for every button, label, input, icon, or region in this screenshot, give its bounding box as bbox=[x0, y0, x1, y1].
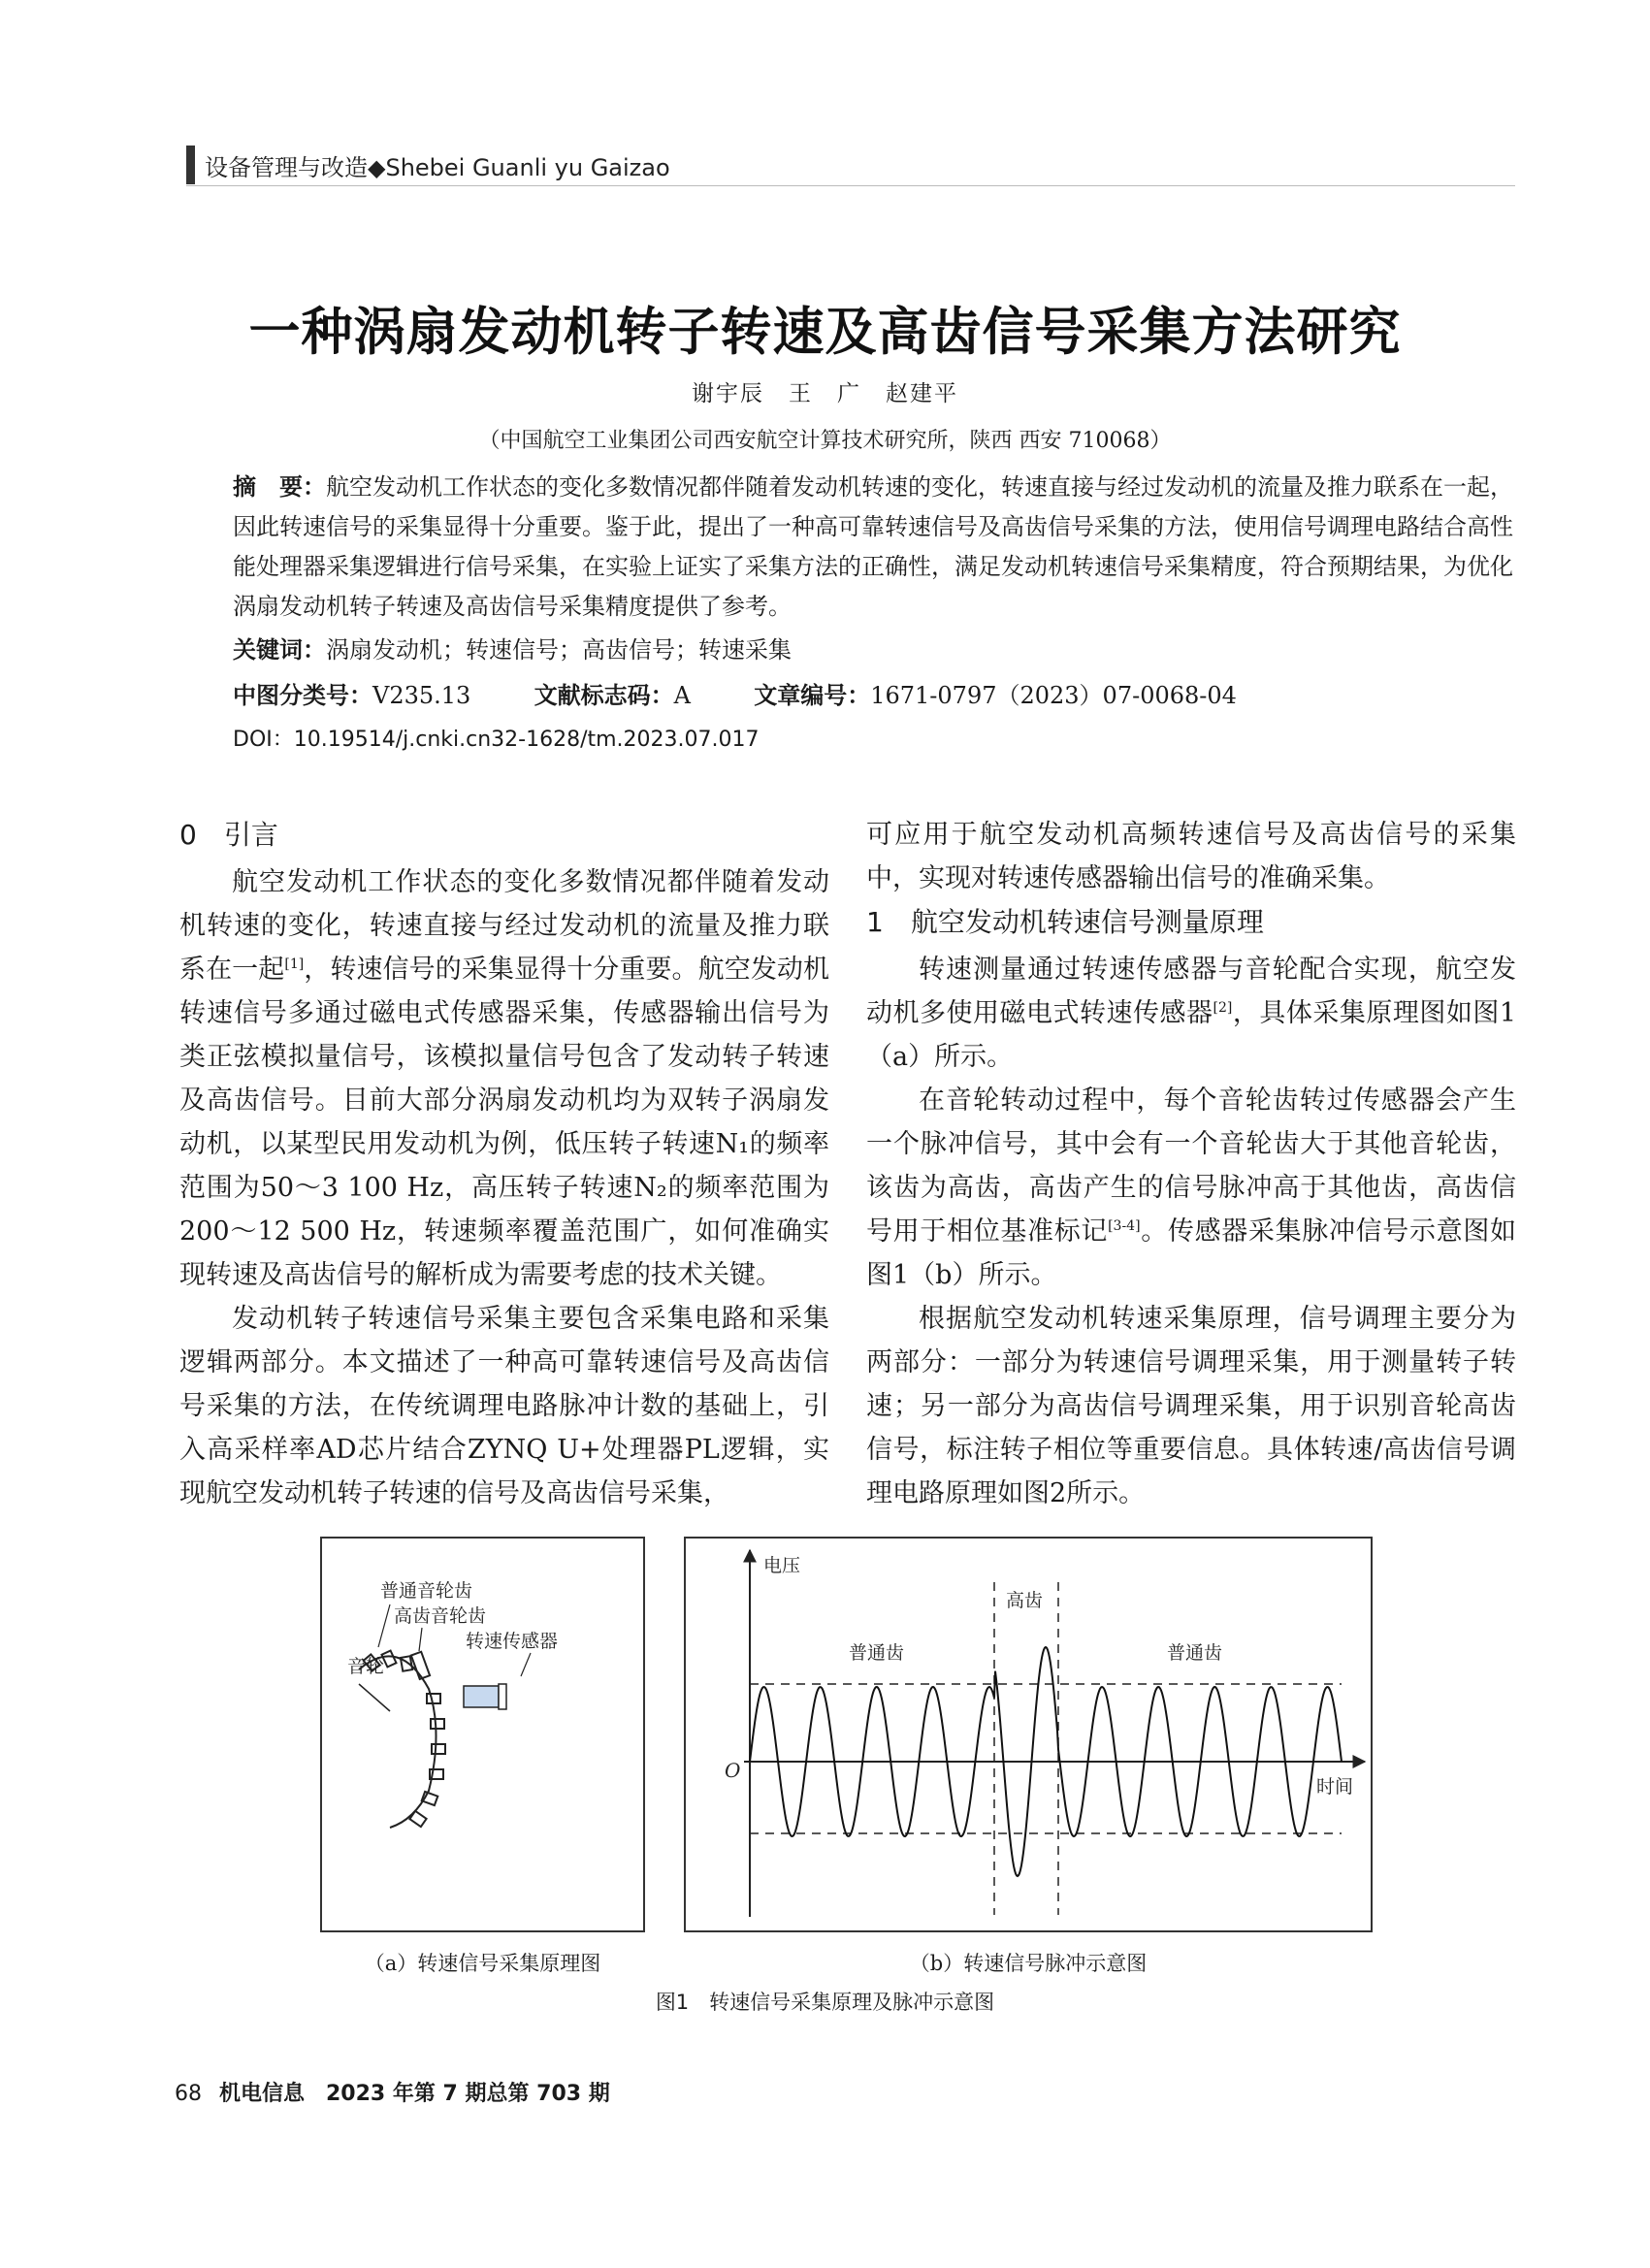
doc-code-label: 文献标志码： bbox=[534, 682, 674, 709]
label-tone-wheel: 音轮 bbox=[347, 1656, 385, 1677]
label-normal-teeth-left: 普通齿 bbox=[849, 1642, 905, 1664]
doi bbox=[233, 723, 760, 753]
section-1-number: 1 bbox=[866, 906, 884, 938]
page-number: 68 bbox=[175, 2082, 202, 2106]
label-time: 时间 bbox=[1316, 1776, 1354, 1798]
sec1-paragraph-3: 根据航空发动机转速采集原理，信号调理主要分为两部分：一部分为转速信号调理采集，用于测量转子转速；另一部分为高齿信号调理采集，用于识别音轮高齿信号，标注转子相位等重要信息。具体转速/高齿信号调理电路原理如图2所示。 bbox=[866, 1304, 1516, 1508]
affiliation: （中国航空工业集团公司西安航空计算技术研究所，陕西 西安 710068） bbox=[478, 429, 1172, 453]
clc-value: V235.13 bbox=[372, 682, 471, 709]
citation-3-4: [3-4] bbox=[1108, 1218, 1141, 1234]
label-origin: O bbox=[725, 1759, 741, 1782]
sec1-p2-text-a: 在音轮转动过程中，每个音轮齿转过传感器会产生一个脉冲信号，其中会有一个音轮齿大于其他音轮齿，该齿为高齿，高齿产生的信号脉冲高于其他齿，高齿信号用于相位基准标记 bbox=[866, 1085, 1516, 1247]
speed-sensor-cap bbox=[499, 1684, 506, 1709]
abstract-text: 航空发动机工作状态的变化多数情况都伴随着发动机转速的变化，转速直接与经过发动机的流量及推力联系在一起，因此转速信号的采集显得十分重要。鉴于此，提出了一种高可靠转速信号及高齿信号采集的方法，使用信号调理电路结合高性能处理器采集逻辑进行信号采集，在实验上证实了采集方法的正确性，满足发动机转速信号采集精度，符合预期结果，为优化涡扇发动机转子转速及高齿信号采集精度提供了参考。 bbox=[233, 473, 1513, 620]
wheel-pointer-line bbox=[359, 1684, 390, 1711]
doc-code-value: A bbox=[673, 682, 691, 709]
intro-p1-text-b: ，转速信号的采集显得十分重要。航空发动机转速信号多通过磁电式传感器采集，传感器输出信号为类正弦模拟量信号，该模拟量信号包含了发动转子转速及高齿信号。目前大部分涡扇发动机均为双转子涡扇发动机，以某型民用发动机为例，低压转子转速N₁的频率范围为50～3 100 Hz，高压转子转速N₂的频率范围为200～12 500 Hz，转速频率覆盖范围广，如何准确实现转速及高齿信号的解析成为需要考虑的技术关键。 bbox=[179, 955, 829, 1290]
section-1-title: 航空发动机转速信号测量原理 bbox=[910, 906, 1264, 938]
pulse-waveform-diagram bbox=[686, 1539, 1371, 1930]
right-column bbox=[866, 813, 1516, 1515]
header-rule bbox=[186, 185, 1515, 186]
label-high-tooth: 高齿音轮齿 bbox=[394, 1605, 487, 1627]
keywords-label: 关键词： bbox=[233, 636, 326, 664]
running-header bbox=[186, 146, 670, 184]
paper-title: 一种涡扇发动机转子转速及高齿信号采集方法研究 bbox=[248, 303, 1402, 362]
doi-value: 10.19514/j.cnki.cn32-1628/tm.2023.07.017 bbox=[293, 728, 760, 752]
tone-wheel-diagram bbox=[322, 1539, 643, 1930]
sec1-p1-text-b: ，具体采集原理图如图1（a）所示。 bbox=[866, 998, 1516, 1072]
label-high-tooth-pulse: 高齿 bbox=[1006, 1590, 1044, 1611]
page-footer bbox=[175, 2077, 610, 2107]
speed-sensor-body bbox=[464, 1686, 499, 1707]
doi-label: DOI： bbox=[233, 728, 294, 752]
clc-label: 中图分类号： bbox=[233, 682, 372, 709]
abstract bbox=[233, 468, 1513, 627]
figure-1b-panel bbox=[684, 1537, 1373, 1932]
sec1-paragraph-1 bbox=[866, 948, 1516, 1079]
high-tooth-leader bbox=[419, 1628, 422, 1651]
intro-continuation: 可应用于航空发动机高频转速信号及高齿信号的采集中，实现对转速传感器输出信号的准确采集。 bbox=[866, 820, 1516, 893]
intro-p1-text-a: 航空发动机工作状态的变化多数情况都伴随着发动机转速的变化，转速直接与经过发动机的流量及推力联系在一起 bbox=[179, 867, 829, 985]
article-no-value: 1671-0797（2023）07-0068-04 bbox=[870, 682, 1237, 709]
sensor-leader bbox=[521, 1653, 531, 1676]
article-no-label: 文章编号： bbox=[754, 682, 871, 709]
label-voltage: 电压 bbox=[763, 1555, 801, 1576]
section-0-number: 0 bbox=[179, 819, 197, 851]
citation-1: [1] bbox=[284, 956, 305, 972]
figure-1a-caption: （a）转速信号采集原理图 bbox=[364, 1952, 601, 1975]
label-speed-sensor: 转速传感器 bbox=[466, 1631, 559, 1652]
header-text: 设备管理与改造◆Shebei Guanli yu Gaizao bbox=[205, 153, 670, 181]
figure-1a-panel bbox=[320, 1537, 645, 1932]
keywords bbox=[233, 631, 792, 664]
authors: 谢宇辰 王 广 赵建平 bbox=[692, 381, 958, 406]
section-1-heading bbox=[866, 900, 1516, 944]
normal-tooth-leader bbox=[378, 1604, 390, 1647]
sec1-p1-text-a: 转速测量通过转速传感器与音轮配合实现，航空发动机多使用磁电式转速传感器 bbox=[866, 955, 1516, 1028]
keywords-text: 涡扇发动机；转速信号；高齿信号；转速采集 bbox=[326, 636, 792, 664]
journal-issue: 机电信息 2023 年第 7 期总第 703 期 bbox=[219, 2082, 610, 2106]
sec1-p2-text-b: 。传感器采集脉冲信号示意图如图1（b）所示。 bbox=[866, 1216, 1517, 1290]
figure-1-caption: 图1 转速信号采集原理及脉冲示意图 bbox=[655, 1991, 995, 2014]
section-0-heading bbox=[179, 813, 829, 857]
left-column bbox=[179, 813, 829, 1515]
abstract-label: 摘 要： bbox=[233, 473, 326, 501]
section-0-title: 引言 bbox=[223, 819, 278, 851]
label-normal-teeth-right: 普通齿 bbox=[1167, 1642, 1223, 1664]
figure-1b-caption: （b）转速信号脉冲示意图 bbox=[909, 1952, 1148, 1975]
sec1-paragraph-2 bbox=[866, 1079, 1516, 1297]
classification bbox=[233, 676, 1237, 710]
label-normal-tooth: 普通音轮齿 bbox=[380, 1580, 473, 1602]
header-bar bbox=[186, 146, 195, 184]
intro-paragraph-1 bbox=[179, 860, 829, 1297]
citation-2: [2] bbox=[1213, 1000, 1233, 1016]
intro-paragraph-2: 发动机转子转速信号采集主要包含采集电路和采集逻辑两部分。本文描述了一种高可靠转速信号及高齿信号采集的方法，在传统调理电路脉冲计数的基础上，引入高采样率AD芯片结合ZYNQ U+处理器PL逻辑，实现航空发动机转子转速的信号及高齿信号采集， bbox=[179, 1304, 829, 1508]
